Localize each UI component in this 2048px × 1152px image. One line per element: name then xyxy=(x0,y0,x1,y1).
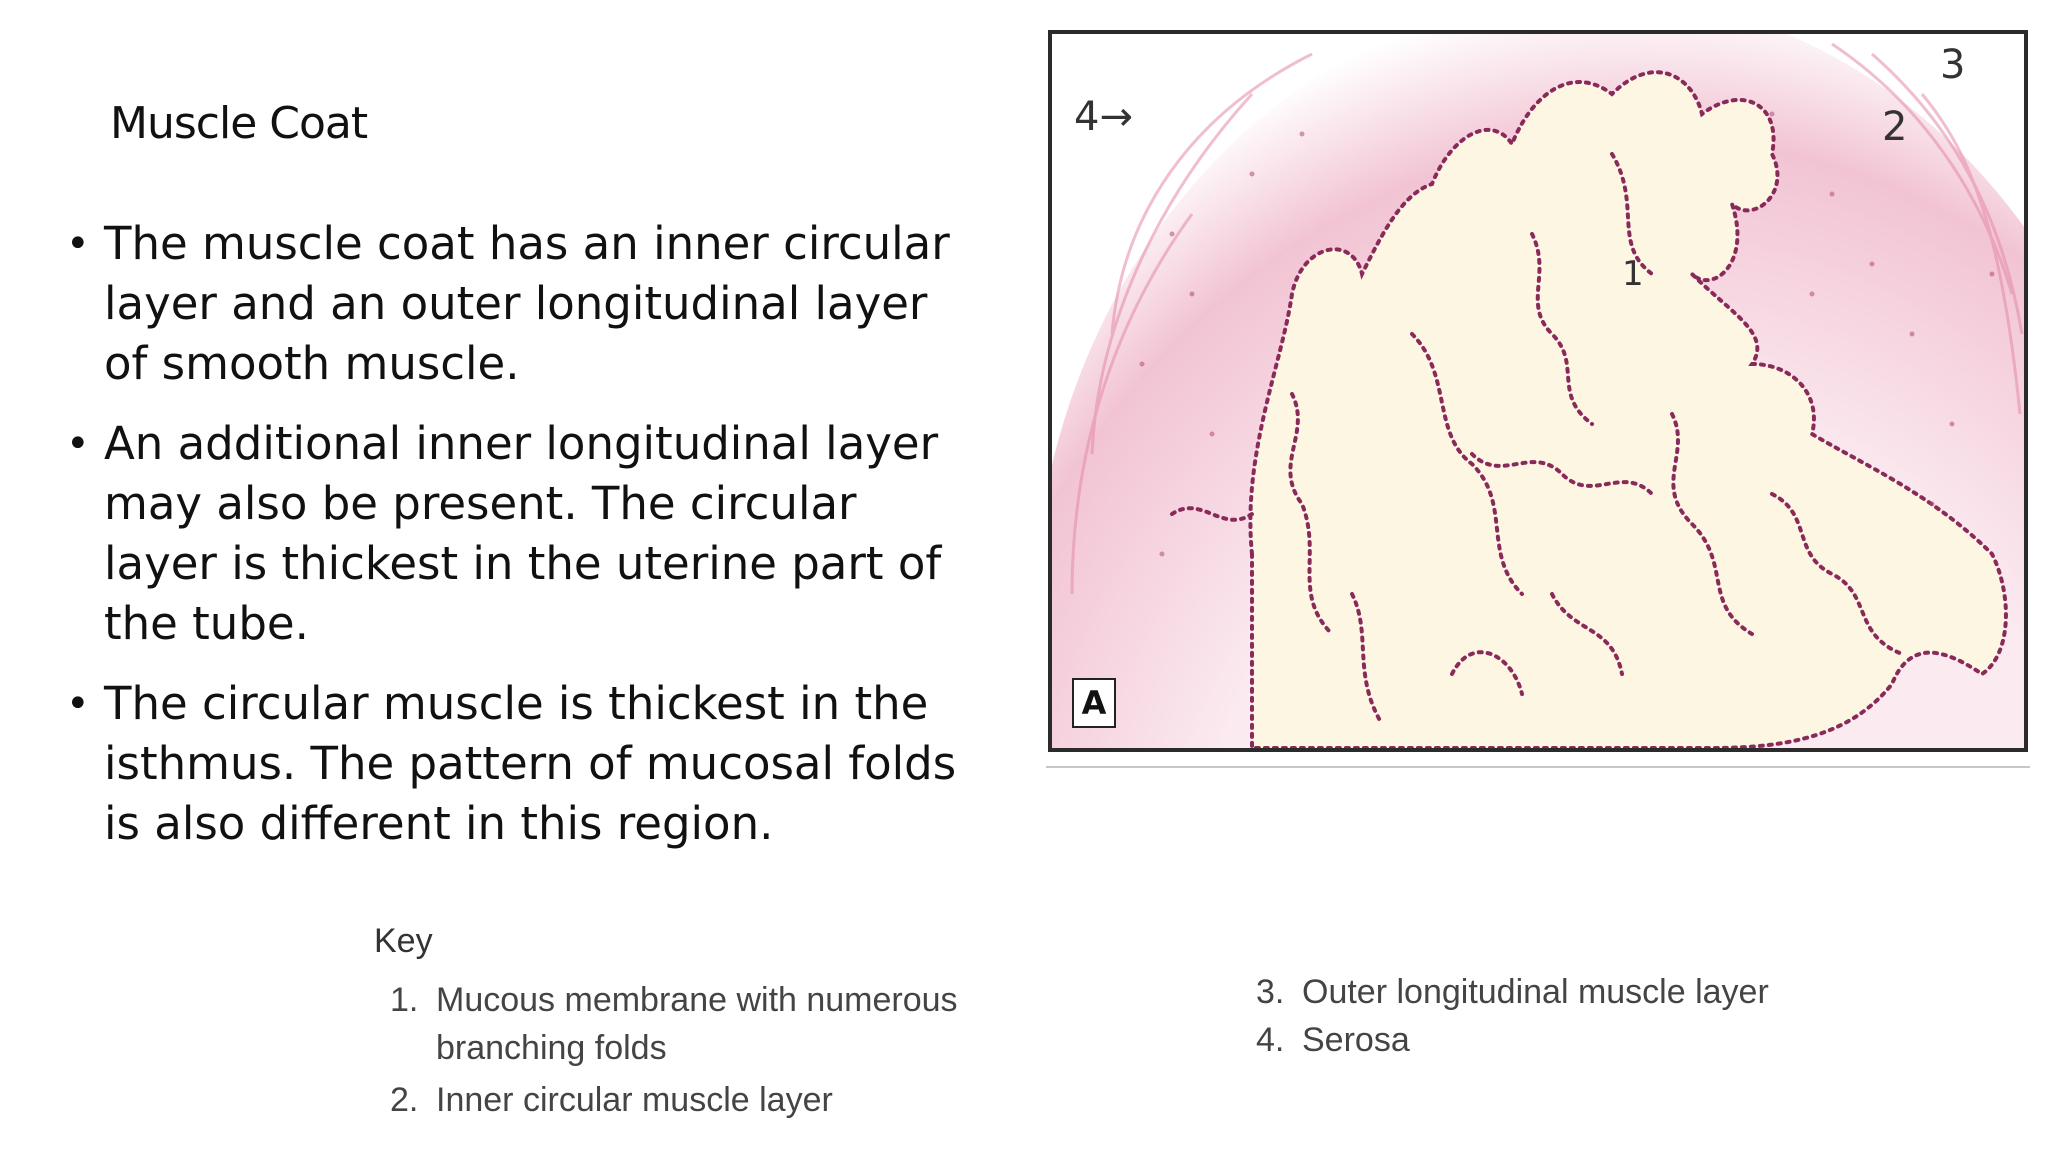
bullet-text: An additional inner longitudinal layer may also be present. The circular layer is thickest in the uterine part of the tube. xyxy=(104,417,942,650)
bullet-text: The muscle coat has an inner circular layer and an outer longitudinal layer of smooth muscle. xyxy=(104,217,950,390)
key-item-number: 4. xyxy=(1256,1021,1285,1059)
bullet-item xyxy=(62,674,982,854)
key-item xyxy=(390,976,1030,1072)
bullet-icon: • xyxy=(66,681,90,727)
key-item xyxy=(390,1076,1030,1124)
key-title: Key xyxy=(374,922,433,960)
key-column-right xyxy=(1256,968,1896,1064)
key-item-text: Mucous membrane with numerous branching folds xyxy=(436,981,958,1067)
figure-label-1: 1 xyxy=(1622,254,1644,294)
bullet-text: The circular muscle is thickest in the isthmus. The pattern of mucosal folds is also different in this region. xyxy=(104,677,957,850)
bullet-icon: • xyxy=(66,421,90,467)
key-item-text: Outer longitudinal muscle layer xyxy=(1302,973,1769,1011)
bullet-list xyxy=(62,214,982,874)
bullet-item xyxy=(62,214,982,394)
figure-divider xyxy=(1046,766,2030,768)
bullet-icon: • xyxy=(66,221,90,267)
key-column-left xyxy=(390,976,1030,1124)
key-item-number: 3. xyxy=(1256,973,1285,1011)
figure-label-2: 2 xyxy=(1882,104,1908,150)
key-item-text: Inner circular muscle layer xyxy=(436,1081,833,1119)
bullet-item xyxy=(62,414,982,654)
slide-title: Muscle Coat xyxy=(110,98,368,149)
figure-label-3: 3 xyxy=(1940,42,1966,88)
key-item-number: 1. xyxy=(390,981,419,1019)
key-item xyxy=(1256,1016,1896,1064)
key-item-text: Serosa xyxy=(1302,1021,1410,1059)
key-item xyxy=(1256,968,1896,1016)
tissue-section-drawing xyxy=(1052,34,2024,748)
panel-label: A xyxy=(1072,678,1116,728)
key-item-number: 2. xyxy=(390,1081,419,1119)
figure-label-4: 4→ xyxy=(1074,94,1133,140)
histology-figure xyxy=(1048,30,2028,752)
